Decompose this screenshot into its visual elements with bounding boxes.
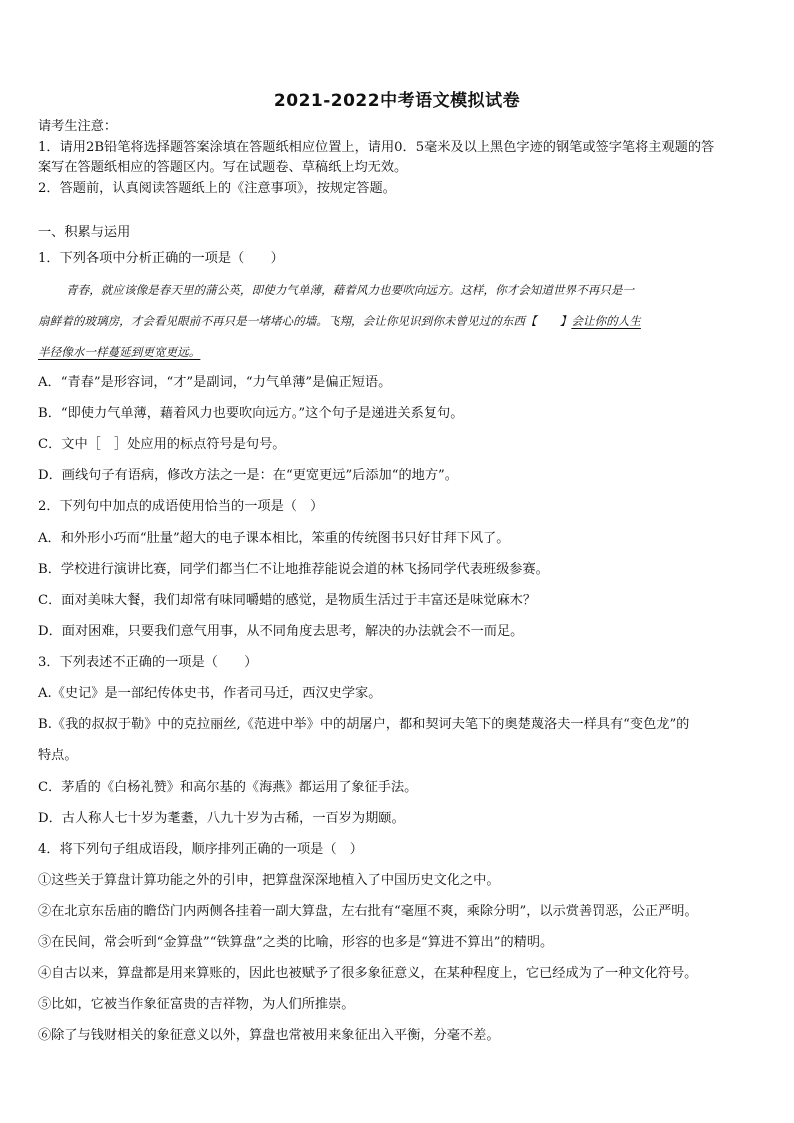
question-1-passage-line-2: [38, 312, 758, 330]
question-4-sentence-5: ⑤比如，它被当作象征富贵的吉祥物，为人们所推崇。: [38, 997, 355, 1012]
question-1-option-a: A．“青春”是形容词，“才”是副词，“力气单薄”是偏正短语。: [38, 375, 392, 390]
question-4-sentence-4: ④自古以来，算盘都是用来算账的，因此也被赋予了很多象征意义，在某种程度上，它已经成为了一种文化符号。: [38, 966, 698, 981]
underlined-sentence: 会让你的人生: [571, 314, 641, 328]
question-4-sentence-2: ②在北京东岳庙的瞻岱门内两侧各挂着一副大算盘，左右批有“毫厘不爽，乘除分明”，以示赏善罚恶，公正严明。: [38, 904, 698, 919]
question-4-stem: 4．将下列句子组成语段，顺序排列正确的一项是（ ）: [38, 842, 363, 857]
notice-line-3: 2．答题前，认真阅读答题纸上的《注意事项》，按规定答题。: [38, 181, 396, 196]
question-1-stem: 1．下列各项中分析正确的一项是（ ）: [38, 251, 284, 266]
page-title: 2021-2022中考语文模拟试卷: [273, 91, 521, 111]
notice-line-1: 1．请用2B铅笔将选择题答案涂填在答题纸相应位置上，请用0．5毫米及以上黑色字迹的钢笔或签字笔将主观题的答: [38, 140, 715, 155]
question-2-option-d: D．面对困难，只要我们意气用事，从不同角度去思考，解决的办法就会不一而足。: [38, 624, 524, 639]
question-3-option-a: A.《史记》是一部纪传体史书，作者司马迁，西汉史学家。: [38, 686, 382, 701]
section-heading: 一、积累与运用: [38, 225, 131, 240]
question-2-option-a: A．和外形小巧而“肚量”超大的电子课本相比，笨重的传统图书只好甘拜下风了。: [38, 531, 510, 546]
notice-line-2: 案写在答题纸相应的答题区内。写在试题卷、草稿纸上均无效。: [38, 160, 408, 175]
question-2-stem: 2．下列句中加点的成语使用恰当的一项是（ ）: [38, 499, 324, 514]
question-1-option-b: B．“即使力气单薄，藉着风力也要吹向远方。”这个句子是递进关系复句。: [38, 406, 464, 421]
question-2-option-c: C．面对美味大餐，我们却常有味同嚼蜡的感觉，是物质生活过于丰富还是味觉麻木？: [38, 593, 537, 608]
passage-text: 扇鲜着的玻璃房，才会看见眼前不再只是一堵堵心的墙。飞翔，会让你见识到你未曾见过的东西【 】: [38, 314, 572, 328]
question-3-stem: 3．下列表述不正确的一项是（ ）: [38, 655, 258, 670]
question-2-option-b: B．学校进行演讲比赛，同学们都当仁不让地推荐能说会道的林飞扬同学代表班级参赛。: [38, 562, 549, 577]
notice-heading: 请考生注意：: [38, 119, 118, 134]
question-1-passage-line-1: 青春，就应该像是春天里的蒲公英，即使力气单薄，藉着风力也要吹向远方。这样，你才会知道世界不再只是一: [66, 283, 635, 297]
question-1-option-c: C．文中［ ］处应用的标点符号是句号。: [38, 437, 286, 452]
question-4-sentence-6: ⑥除了与钱财相关的象征意义以外，算盘也常被用来象征出入平衡，分毫不差。: [38, 1028, 500, 1043]
question-3-option-d: D．古人称人七十岁为耄耋，八九十岁为古稀，一百岁为期颐。: [38, 811, 405, 826]
question-4-sentence-1: ①这些关于算盘计算功能之外的引申，把算盘深深地植入了中国历史文化之中。: [38, 873, 500, 888]
question-1-option-d: D．画线句子有语病，修改方法之一是：在“更宽更远”后添加“的地方”。: [38, 468, 458, 483]
question-4-sentence-3: ③在民间，常会听到“金算盘”“铁算盘”之类的比喻，形容的也多是“算进不算出”的精明。: [38, 935, 554, 950]
question-1-passage-line-3: 半径像水一样蔓延到更宽更远。: [38, 345, 201, 359]
question-3-option-b-continued: 特点。: [38, 748, 78, 763]
question-3-option-c: C．茅盾的《白杨礼赞》和高尔基的《海燕》都运用了象征手法。: [38, 780, 418, 795]
question-3-option-b: B.《我的叔叔于勒》中的克拉丽丝,《范进中举》中的胡屠户，都和契诃夫笔下的奥楚蔑洛夫一样具有“变色龙”的: [38, 717, 690, 732]
